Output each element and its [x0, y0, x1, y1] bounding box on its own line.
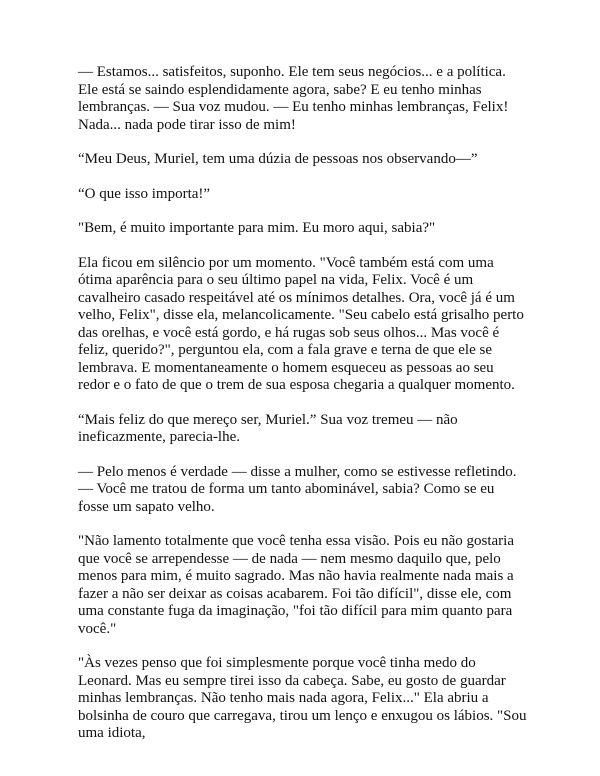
paragraph-5: Ela ficou em silêncio por um momento. "Você também está com uma ótima aparência para o seu último papel na vida, Felix. Você é um cavalheiro casado respeitável até os mínimos detalhes. Ora, você já é um velho, Felix", disse ela, melancolicamente. "Seu cabelo está grisalho perto das orelhas, e você está gordo, e há rugas sob seus olhos... Mas você é feliz, querido?", perguntou ela, com a fala grave e terna de que ele se lembrava. E momentaneamente o homem esqueceu as pessoas ao seu redor e o fato de que o trem de sua esposa chegaria a qualquer momento.	[78, 254, 524, 393]
paragraph-6: “Mais feliz do que mereço ser, Muriel.” Sua voz tremeu — não ineficazmente, parecia-lhe.	[78, 411, 458, 445]
paragraph-2: “Meu Deus, Muriel, tem uma dúzia de pessoas nos observando—”	[78, 151, 478, 167]
paragraph-7: — Pelo menos é verdade — disse a mulher, como se estivesse refletindo. — Você me tratou de forma um tanto abominável, sabia? Como se eu fosse um sapato velho.	[78, 463, 517, 515]
paragraph-1: — Estamos... satisfeitos, suponho. Ele tem seus negócios... e a política. Ele está se saindo esplendidamente agora, sabe? E eu tenho minhas lembranças. — Sua voz mudou. — Eu tenho minhas lembranças, Felix! Nada... nada pode tirar isso de mim!	[78, 64, 509, 133]
paragraph-8: "Não lamento totalmente que você tenha essa visão. Pois eu não gostaria que você se arrependesse — de nada — nem mesmo daquilo que, pelo menos para mim, é muito sagrado. Mas não havia realmente nada mais a fazer a não ser deixar as coisas acabarem. Foi tão difícil", disse ele, com uma constante fuga da imaginação, "foi tão difícil para mim quanto para você."	[78, 533, 514, 637]
paragraph-3: “O que isso importa!”	[78, 185, 211, 202]
paragraph-9: "Às vezes penso que foi simplesmente porque você tinha medo do Leonard. Mas eu sempre tirei isso da cabeça. Sabe, eu gosto de guardar minhas lembranças. Não tenho mais nada agora, Felix..." Ela abriu a bolsinha de couro que carregava, tirou um lenço e enxugou os lábios. "Sou uma idiota,	[78, 655, 527, 741]
paragraph-4: "Bem, é muito importante para mim. Eu moro aqui, sabia?"	[78, 220, 436, 236]
